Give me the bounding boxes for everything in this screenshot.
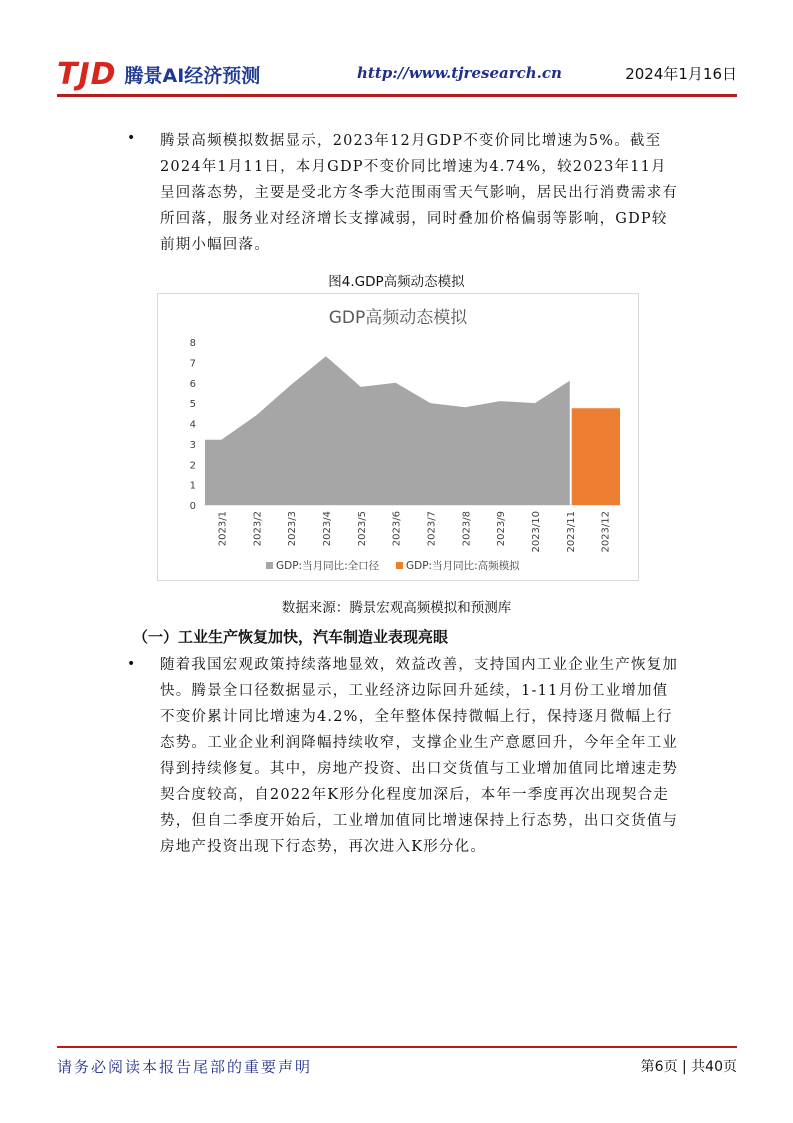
- logo: [57, 57, 260, 91]
- x-tick-label: 2023/7: [426, 511, 438, 547]
- bullet-icon: •: [127, 130, 136, 146]
- section-heading: （一）工业生产恢复加快，汽车制造业表现亮眼: [133, 628, 449, 646]
- footer-divider: [57, 1046, 737, 1048]
- x-tick-label: 2023/4: [321, 511, 333, 547]
- y-tick-label: 1: [189, 480, 196, 492]
- y-tick-label: 7: [189, 358, 196, 370]
- x-tick-label: 2023/8: [461, 511, 473, 547]
- x-tick-label: 2023/12: [600, 511, 612, 553]
- y-tick-label: 6: [189, 378, 196, 390]
- x-tick-label: 2023/6: [391, 511, 403, 547]
- x-tick-label: 2023/3: [287, 511, 299, 547]
- y-tick-label: 2: [189, 460, 196, 472]
- logo-mark: TJD: [57, 56, 117, 92]
- legend-swatch: [266, 562, 273, 569]
- y-tick-label: 3: [189, 439, 196, 451]
- x-tick-label: 2023/5: [356, 511, 368, 547]
- x-tick-label: 2023/11: [565, 511, 577, 553]
- website-url[interactable]: http://www.tjresearch.cn: [357, 64, 562, 82]
- legend-swatch: [396, 562, 403, 569]
- bullet-icon: •: [127, 656, 136, 672]
- legend-label: GDP:当月同比:高频模拟: [406, 560, 520, 572]
- industry-paragraph: 随着我国宏观政策持续落地显效，效益改善，支持国内工业企业生产恢复加快。腾景全口径数据显示，工业经济边际回升延续，1-11月份工业增加值不变价累计同比增速为4.2%，全年整体保持微幅上行，保持逐月微幅上行态势。工业企业利润降幅持续收窄，支撑企业生产意愿回升，今年全年工业得到持续修复。其中，房地产投资、出口交货值与工业增加值同比增速走势契合度较高，自2022年K形分化程度加深后，本年一季度再次出现契合走势，但自二季度开始后，工业增加值同比增速保持上行态势，出口交货值与房地产投资出现下行态势，再次进入K形分化。: [160, 657, 679, 855]
- y-tick-label: 4: [189, 419, 196, 431]
- series-area-gdp-full-caliber: [205, 356, 570, 505]
- figure-caption: 图4.GDP高频动态模拟: [328, 274, 465, 290]
- page-header: [57, 52, 737, 92]
- chart-container: [157, 293, 639, 581]
- figure-source: 数据来源：腾景宏观高频模拟和预测库: [281, 600, 512, 616]
- intro-paragraph: 腾景高频模拟数据显示，2023年12月GDP不变价同比增速为5%。截至2024年1月11日，本月GDP不变价同比增速为4.74%，较2023年11月呈回落态势，主要是受北方冬季大范围雨雪天气影响，居民出行消费需求有所回落，服务业对经济增长支撑减弱，同时叠加价格偏弱等影响，GDP较前期小幅回落。: [160, 133, 679, 253]
- legend-label: GDP:当月同比:全口径: [276, 560, 380, 572]
- page-number: 第6页 | 共40页: [640, 1059, 737, 1075]
- y-tick-label: 5: [189, 399, 196, 411]
- x-tick-label: 2023/9: [496, 511, 508, 547]
- disclaimer-note: 请务必阅读本报告尾部的重要声明: [57, 1058, 313, 1076]
- gdp-area-chart: [158, 294, 638, 580]
- x-tick-label: 2023/1: [217, 511, 229, 547]
- y-tick-label: 8: [189, 338, 196, 349]
- chart-title: GDP高频动态模拟: [328, 308, 468, 328]
- y-tick-label: 0: [189, 501, 196, 512]
- x-tick-label: 2023/2: [252, 511, 264, 547]
- header-divider: [57, 94, 737, 97]
- series-area-gdp-high-freq: [572, 408, 620, 505]
- x-tick-label: 2023/10: [530, 511, 542, 553]
- logo-name: 腾景AI经济预测: [124, 64, 261, 87]
- report-date: 2024年1月16日: [625, 65, 737, 83]
